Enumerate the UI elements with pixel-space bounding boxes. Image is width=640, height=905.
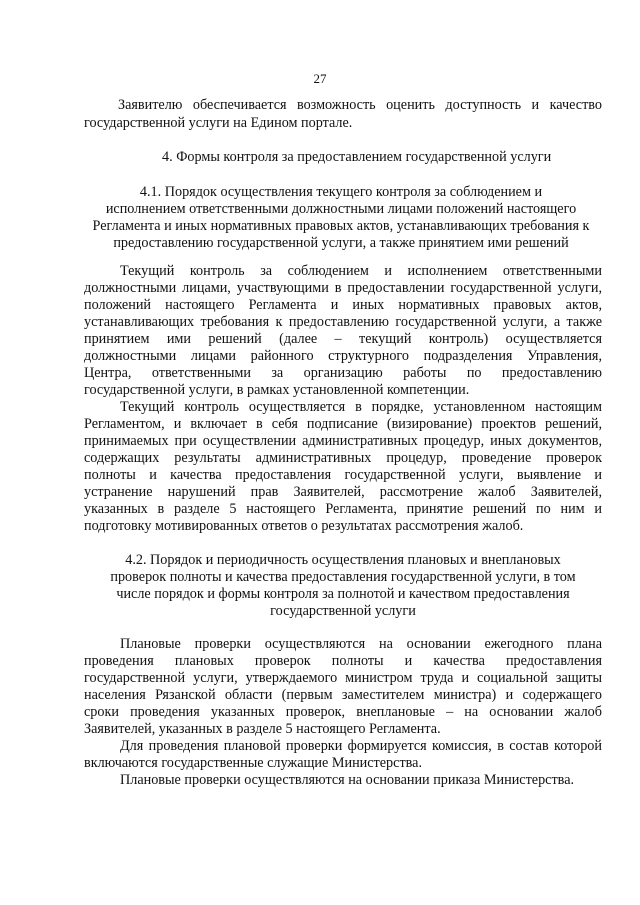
paragraph-line: принимаемых при осуществлении административных процедур, иных документов,: [84, 433, 602, 449]
paragraph-line: Текущий контроль за соблюдением и исполнением ответственными: [120, 263, 602, 279]
paragraph-line: устранение нарушений прав Заявителей, рассмотрение жалоб Заявителей,: [84, 484, 602, 500]
subsection-heading-line: 4.1. Порядок осуществления текущего контроля за соблюдением и: [139, 184, 543, 200]
page-number: 27: [313, 71, 327, 86]
paragraph-line: положений настоящего Регламента и иных нормативных правовых актов,: [84, 297, 602, 313]
section-heading: 4. Формы контроля за предоставлением государственной услуги: [162, 149, 552, 165]
subsection-heading-line: числе порядок и формы контроля за полнотой и качеством предоставления: [116, 586, 570, 602]
paragraph-line: государственной услуги, в рамках установленной компетенции.: [84, 382, 470, 398]
paragraph-line: Регламентом, и включает в себя подписание (визирование) проектов решений,: [84, 416, 602, 432]
paragraph-line: сроки проведения указанных проверок, внеплановые – на основании жалоб: [84, 704, 602, 720]
subsection-heading-line: проверок полноты и качества предоставления государственной услуги, в том: [110, 569, 576, 585]
paragraph-line: населения Рязанской области (первым заместителем министра) и содержащего: [84, 687, 602, 703]
paragraph-line: подготовку мотивированных ответов о результатах рассмотрения жалоб.: [84, 518, 524, 534]
paragraph-line: Плановые проверки осуществляются на основании приказа Министерства.: [120, 772, 575, 788]
paragraph-line: Плановые проверки осуществляются на основании ежегодного плана: [120, 636, 602, 652]
paragraph-line: Центра, ответственными за организацию работы по предоставлению: [84, 365, 602, 381]
subsection-heading-line: предоставлению государственной услуги, а также принятием ими решений: [113, 235, 569, 251]
paragraph-line: включаются государственные служащие Министерства.: [84, 755, 422, 771]
subsection-heading-line: исполнением ответственными должностными лицами положений настоящего: [105, 201, 577, 217]
subsection-heading-line: Регламента и иных нормативных правовых актов, устанавливающих требования к: [92, 218, 590, 234]
paragraph-line: Заявителю обеспечивается возможность оценить доступность и качество: [118, 97, 602, 113]
paragraph-line: государственной услуги, утверждаемого министром труда и социальной защиты: [84, 670, 602, 686]
paragraph-line: содержащих результаты административных процедур, проведение проверок: [84, 450, 602, 466]
subsection-heading-line: государственной услуги: [270, 603, 416, 619]
paragraph-line: государственной услуги на Едином портале.: [84, 115, 353, 131]
paragraph-line: должностными лицами, участвующими в предоставлении государственной услуги,: [84, 280, 602, 296]
paragraph-line: указанных в разделе 5 настоящего Регламента, принятие решений по ним и: [84, 501, 602, 517]
paragraph-line: проведения плановых проверок полноты и качества предоставления: [84, 653, 602, 669]
paragraph-line: должностными лицами районного структурного подразделения Управления,: [84, 348, 602, 364]
paragraph-line: Заявителей, указанных в разделе 5 настоящего Регламента.: [84, 721, 441, 737]
paragraph-line: Для проведения плановой проверки формируется комиссия, в состав которой: [120, 738, 602, 754]
paragraph-line: Текущий контроль осуществляется в порядке, установленном настоящим: [120, 399, 602, 415]
paragraph-line: принятием ими решений (далее – текущий контроль) осуществляется: [84, 331, 602, 347]
paragraph-line: полноты и качества предоставления государственной услуги, выявление и: [84, 467, 602, 483]
paragraph-line: устанавливающих требования к предоставлению государственной услуги, а также: [84, 314, 602, 330]
subsection-heading-line: 4.2. Порядок и периодичность осуществления плановых и внеплановых: [125, 552, 561, 568]
